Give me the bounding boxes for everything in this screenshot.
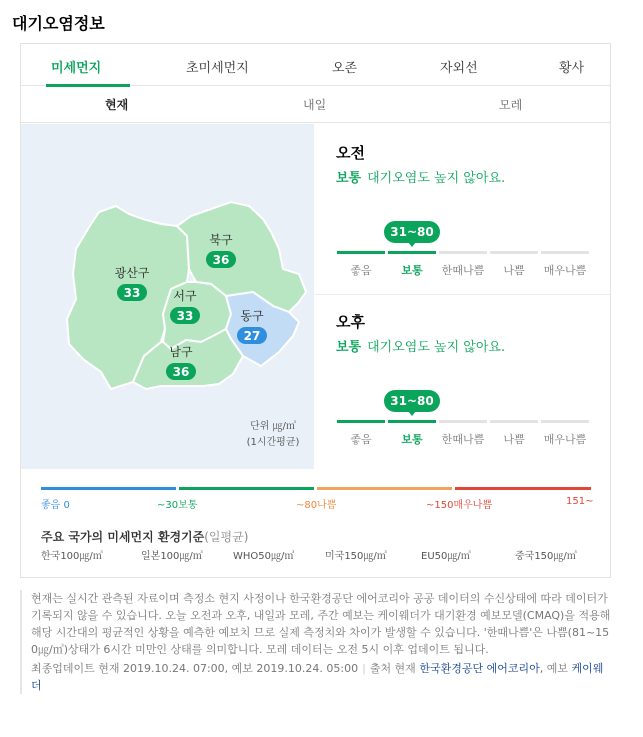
grade-label-bad: 나쁨 xyxy=(503,433,525,446)
grade-bar-normal xyxy=(388,420,436,423)
district-label-dong: 동구 xyxy=(240,309,264,323)
standards-title-note: (일평균) xyxy=(204,530,249,544)
district-value-seo: 33 xyxy=(176,309,194,323)
scale-label-max: 151~ xyxy=(566,496,594,507)
forecast-am-range-bubble: 31~80 xyxy=(384,221,440,243)
forecast-am-title: 오전 xyxy=(336,144,365,162)
standard-who: WHO50㎍/㎥ xyxy=(233,551,295,562)
update-info xyxy=(31,660,611,694)
scale-label-very-bad: ~150매우나쁨 xyxy=(426,500,493,511)
grade-label-very-bad: 매우나쁨 xyxy=(543,433,587,446)
scale-label-bad: ~80나쁨 xyxy=(296,500,337,511)
unit-note xyxy=(235,419,311,451)
scale-bar-good xyxy=(41,487,176,490)
day-tabs xyxy=(21,87,610,123)
forecast-pm-status xyxy=(336,336,505,355)
scale-bar-very-bad xyxy=(455,487,591,490)
district-label-gwangsan: 광산구 xyxy=(114,266,150,280)
grade-bar-good xyxy=(337,251,385,254)
grade-label-bad: 나쁨 xyxy=(503,264,525,277)
standard-eu: EU50㎍/㎥ xyxy=(421,551,471,562)
standard-korea: 한국100㎍/㎥ xyxy=(41,551,103,562)
district-value-dong: 27 xyxy=(243,329,261,343)
grade-label-temp-bad: 한때나쁨 xyxy=(441,264,485,277)
grade-label-normal: 보통 xyxy=(401,433,423,446)
unit-label: 단위 ㎍/㎥ xyxy=(250,421,296,432)
forecast-pm-title: 오후 xyxy=(336,313,365,331)
scale-label-good: 좋음 0 xyxy=(41,500,70,511)
forecast-am-message: 대기오염도 높지 않아요. xyxy=(367,171,506,186)
forecast-am-status xyxy=(336,167,505,186)
scale-bar-normal xyxy=(179,487,314,490)
source-mid: , 예보 xyxy=(539,662,568,675)
notice-text: 현재는 실시간 관측된 자료이며 측정소 현지 사정이나 한국환경공단 에어코리아 공공 데이터의 수신상태에 따라 데이터가 기록되지 않을 수 있습니다. 오늘 오전과 오후, 내일과 모레, 주간 예보는 케이웨더가 대기환경 예보모델(CMAQ)을 적용해 해당 시간대의 평균적인 상황을 예측한 예보치 므로 실제 측정치와 차이가 발생할 수 있습니다. '한때나쁨'은 나쁨(81~150㎍/㎥)상태가 6시간 미만인 상태를 의미합니다. 모레 데이터는 오전 5시 이후 업데이트 됩니다. xyxy=(31,592,611,656)
scale-label-normal: ~30보통 xyxy=(157,500,198,511)
forecast-divider xyxy=(314,294,610,295)
grade-bar-good xyxy=(337,420,385,423)
district-value-gwangsan: 33 xyxy=(123,286,141,300)
page-title: 대기오염정보 xyxy=(12,14,105,33)
district-map xyxy=(21,124,314,469)
pollutant-tabs xyxy=(21,44,610,86)
forecast-pm-level: 보통 xyxy=(336,340,362,355)
forecast-panel xyxy=(314,124,610,469)
subtab-tomorrow[interactable]: 내일 xyxy=(303,98,327,112)
tab-yellow-dust[interactable]: 황사 xyxy=(559,61,585,76)
grade-label-good: 좋음 xyxy=(350,433,372,446)
scale-bar-bad xyxy=(317,487,452,490)
standards-title xyxy=(41,528,248,545)
district-label-buk: 북구 xyxy=(209,233,233,247)
forecast-am-level: 보통 xyxy=(336,171,362,186)
district-label-nam: 남구 xyxy=(169,345,193,359)
source-kweather-link[interactable]: 케이웨더 xyxy=(31,662,604,692)
tab-uv[interactable]: 자외선 xyxy=(440,61,478,76)
air-quality-card xyxy=(20,43,611,578)
grade-bar-bad xyxy=(490,420,538,423)
unit-period: (1시간평균) xyxy=(246,437,300,448)
standard-china: 중국150㎍/㎥ xyxy=(515,551,577,562)
grade-bar-very-bad xyxy=(541,251,589,254)
district-label-seo: 서구 xyxy=(173,289,197,303)
grade-bar-temp-bad xyxy=(439,251,487,254)
grade-label-very-bad: 매우나쁨 xyxy=(543,264,587,277)
tab-fine-dust[interactable]: 미세먼지 xyxy=(51,61,102,76)
forecast-pm-message: 대기오염도 높지 않아요. xyxy=(367,340,506,355)
grade-bar-normal xyxy=(388,251,436,254)
district-value-buk: 36 xyxy=(212,253,230,267)
grade-bar-very-bad xyxy=(541,420,589,423)
subtab-day-after[interactable]: 모레 xyxy=(499,98,523,112)
source-airkorea-link[interactable]: 한국환경공단 에어코리아 xyxy=(419,662,540,675)
data-notice xyxy=(20,590,611,694)
standard-usa: 미국150㎍/㎥ xyxy=(325,551,387,562)
district-value-nam: 36 xyxy=(172,365,190,379)
update-separator: | xyxy=(362,662,366,675)
grade-label-temp-bad: 한때나쁨 xyxy=(441,433,485,446)
grade-label-good: 좋음 xyxy=(350,264,372,277)
grade-bar-temp-bad xyxy=(439,420,487,423)
tab-ozone[interactable]: 오존 xyxy=(332,61,358,76)
source-prefix: 출처 현재 xyxy=(369,662,416,675)
grade-bar-bad xyxy=(490,251,538,254)
grade-label-normal: 보통 xyxy=(401,264,423,277)
subtab-now[interactable]: 현재 xyxy=(105,98,129,112)
standards-title-text: 주요 국가의 미세먼지 환경기준 xyxy=(41,530,205,544)
forecast-pm-range-bubble: 31~80 xyxy=(384,390,440,412)
tab-ultrafine-dust[interactable]: 초미세먼지 xyxy=(186,61,249,76)
update-time: 최종업데이트 현재 2019.10.24. 07:00, 예보 2019.10.24. 05:00 xyxy=(31,662,359,675)
standard-japan: 일본100㎍/㎥ xyxy=(141,551,203,562)
